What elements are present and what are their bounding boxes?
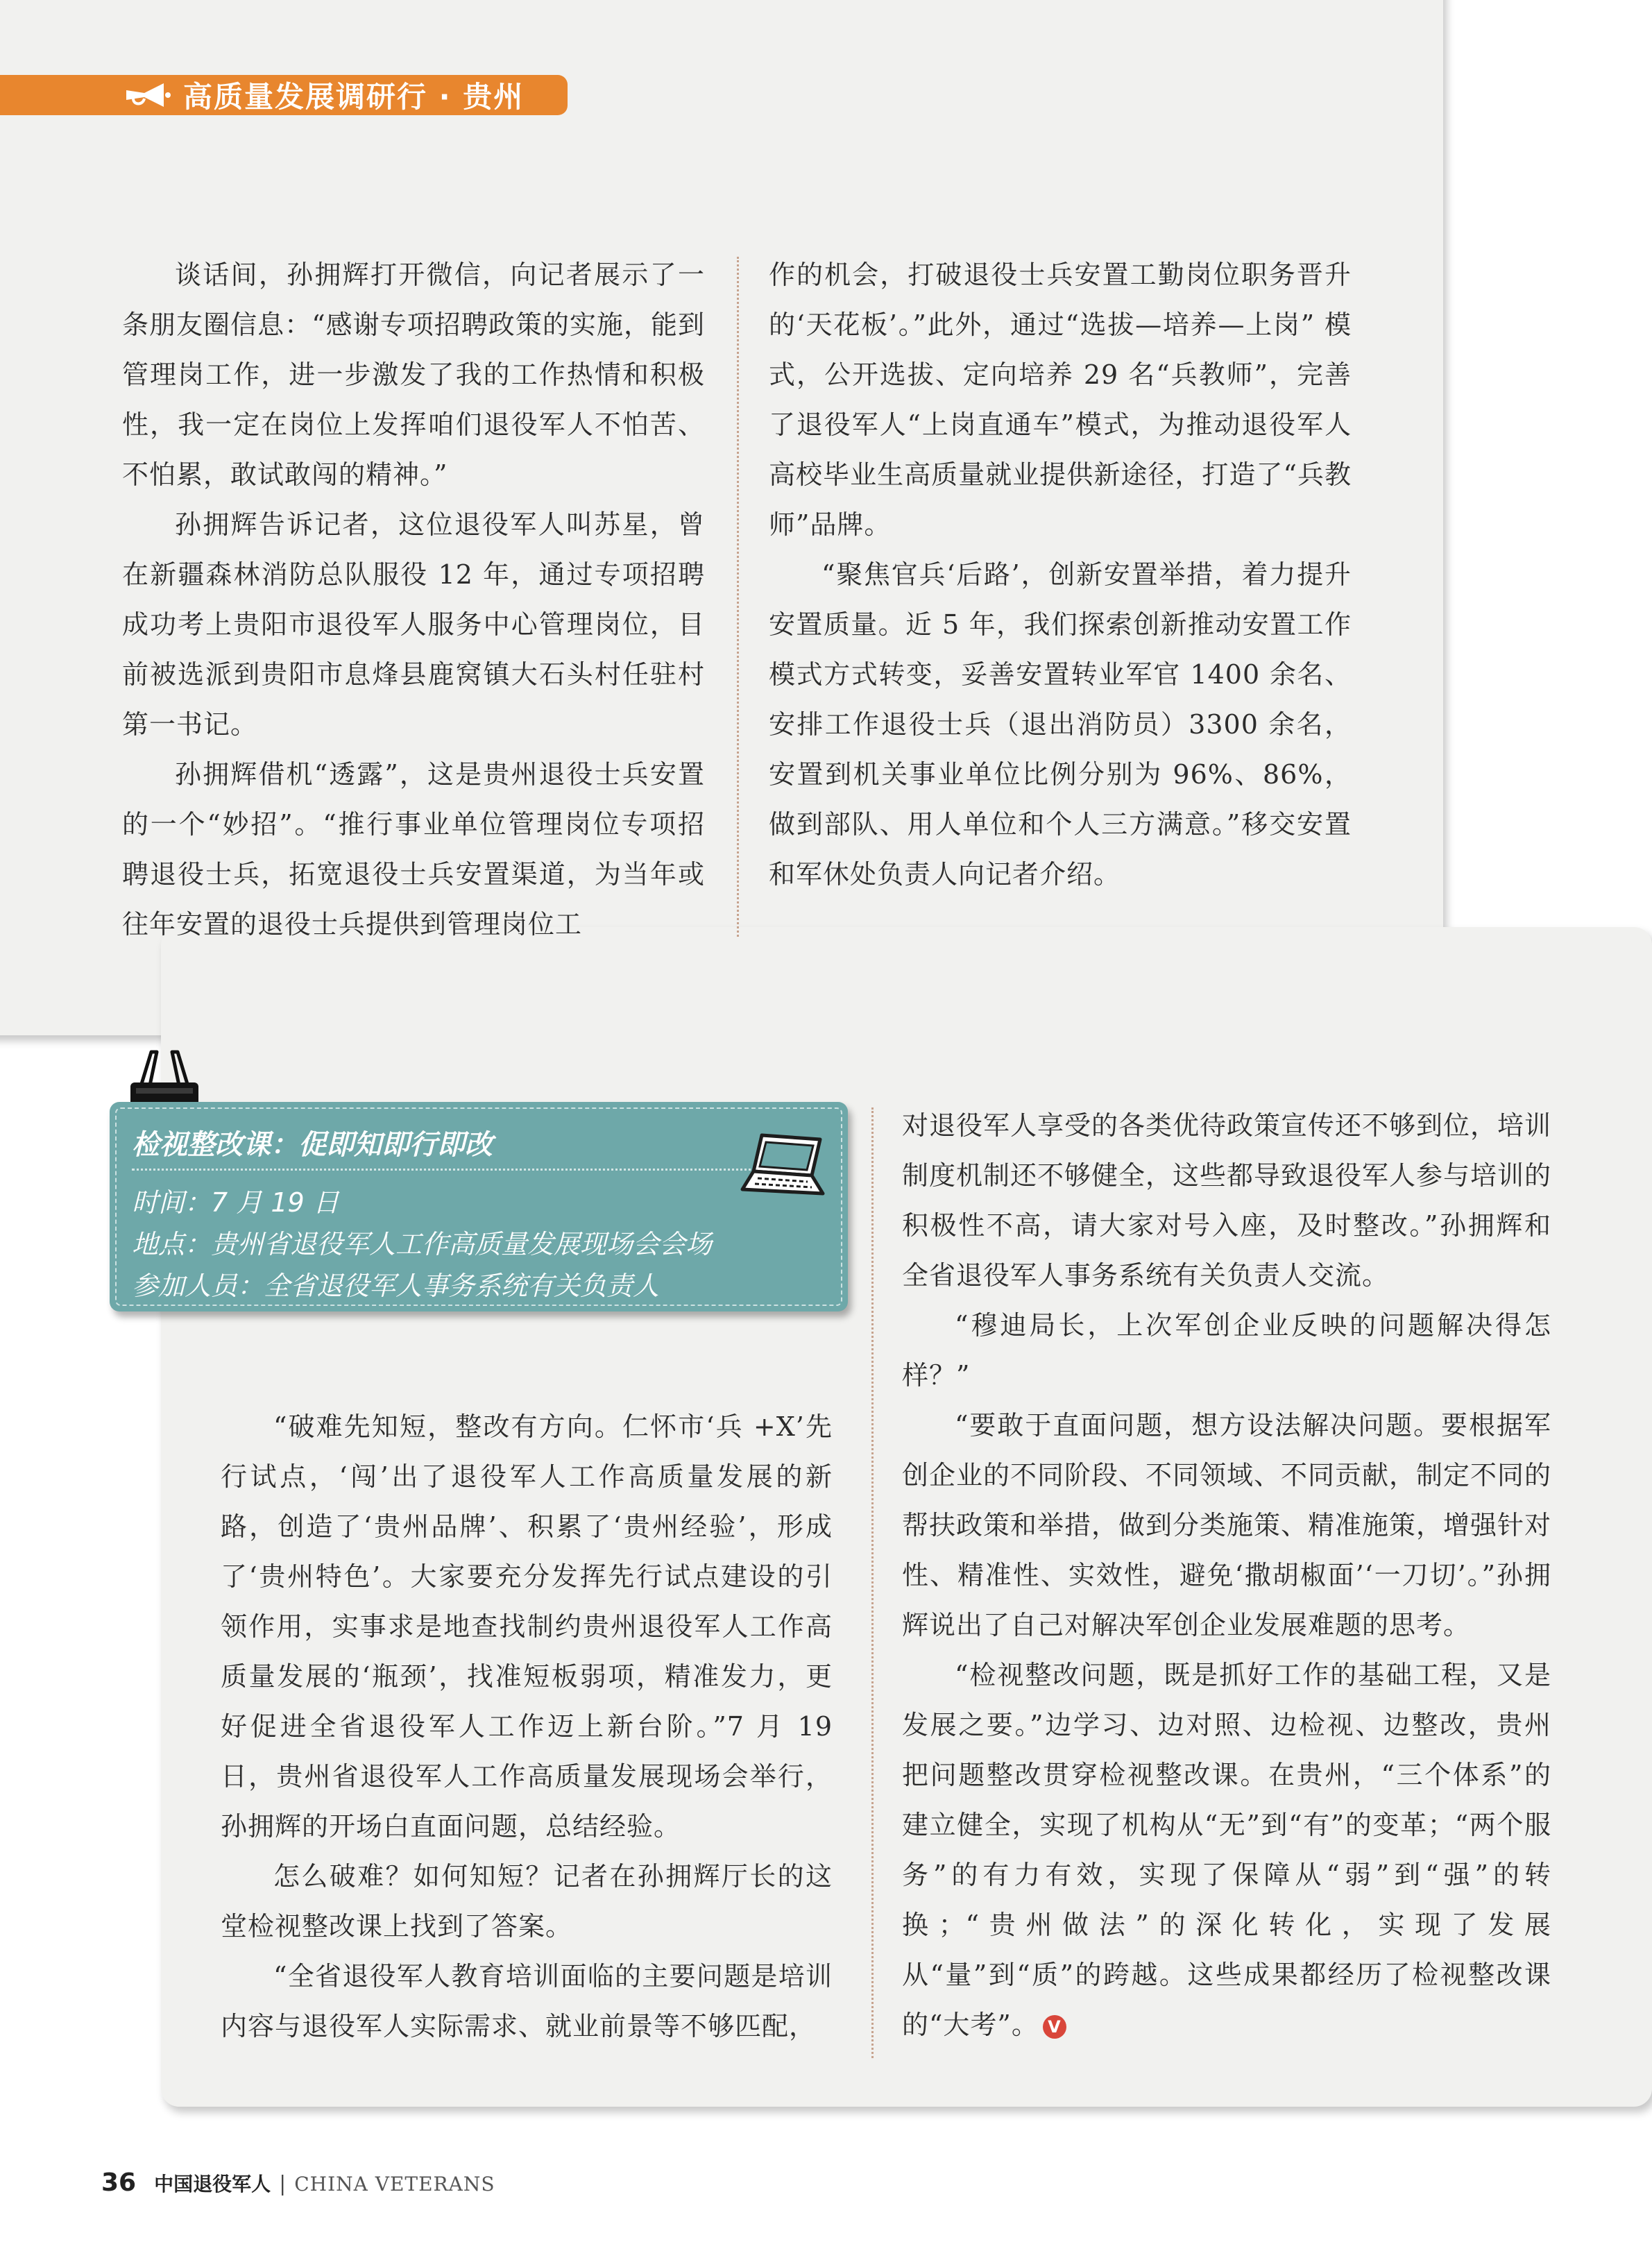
top-left-column: [122, 250, 705, 949]
page-footer: [101, 2168, 495, 2203]
footer-separator: |: [279, 2172, 287, 2196]
paragraph: “要敢于直面问题，想方设法解决问题。要根据军创企业的不同阶段、不同领域、不同贡献，制定不同的帮扶政策和举措，做到分类施策、精准施策，增强针对性、精准性、实效性，避免‘撒胡椒面’‘一刀切’。”孙拥辉说出了自己对解决军创企业发展难题的思考。: [902, 1410, 1552, 1640]
end-mark-icon: V: [1043, 2015, 1066, 2039]
paragraph: 孙拥辉告诉记者，这位退役军人叫苏星，曾在新疆森林消防总队服役 12 年，通过专项招聘成功考上贵阳市退役军人服务中心管理岗位，目前被选派到贵阳市息烽县鹿窝镇大石头村任驻村第一书记。: [122, 509, 705, 740]
paragraph: 怎么破难？如何知短？记者在孙拥辉厅长的这堂检视整改课上找到了答案。: [221, 1861, 833, 1942]
column-divider: [871, 1107, 874, 2058]
section-title: 高质量发展调研行 · 贵州: [183, 80, 525, 114]
magazine-name: 中国退役军人: [154, 2173, 271, 2196]
paragraph: 作的机会，打破退役士兵安置工勤岗位职务晋升的‘天花板’。”此外，通过“选拔—培养—上岗” 模式，公开选拔、定向培养 29 名“兵教师”，完善了退役军人“上岗直通车”模式，为推动退役军人高校毕业生高质量就业提供新途径，打造了“兵教师”品牌。: [769, 260, 1352, 540]
paragraph: 对退役军人享受的各类优待政策宣传还不够到位，培训制度机制还不够健全，这些都导致退役军人参与培训的积极性不高，请大家对号入座，及时整改。”孙拥辉和全省退役军人事务系统有关负责人交流。: [902, 1110, 1552, 1291]
paragraph: 孙拥辉借机“透露”，这是贵州退役士兵安置的一个“妙招”。“推行事业单位管理岗位专项招聘退役士兵，拓宽退役士兵安置渠道，为当年或往年安置的退役士兵提供到管理岗位工: [122, 759, 705, 940]
info-box: [110, 1102, 848, 1311]
info-box-title: 检视整改课：促即知即行即改: [132, 1129, 493, 1161]
info-time: 时间：7 月 19 日: [132, 1187, 339, 1218]
magazine-name-en: CHINA VETERANS: [294, 2173, 495, 2196]
info-location: 地点：贵州省退役军人工作高质量发展现场会会场: [132, 1229, 713, 1259]
bugle-icon: [124, 80, 172, 110]
top-right-column: [769, 250, 1352, 899]
page-number: 36: [101, 2168, 137, 2197]
paragraph: [902, 1650, 1551, 2050]
section-banner: [0, 75, 568, 115]
info-box-divider: [132, 1169, 777, 1171]
bottom-right-column: [902, 1101, 1551, 2050]
paragraph: “穆迪局长，上次军创企业反映的问题解决得怎样？”: [902, 1310, 1551, 1391]
paragraph: “破难先知短，整改有方向。仁怀市‘兵 +X’先行试点，‘闯’出了退役军人工作高质量发展的新路，创造了‘贵州品牌’、积累了‘贵州经验’，形成了‘贵州特色’。大家要充分发挥先行试点建设的引领作用，实事求是地查找制约贵州退役军人工作高质量发展的‘瓶颈’，找准短板弱项，精准发力，更好促进全省退役军人工作迈上新台阶。”7 月 19 日，贵州省退役军人工作高质量发展现场会举行，孙拥辉的开场白直面问题，总结经验。: [221, 1411, 833, 1842]
paragraph: “全省退役军人教育培训面临的主要问题是培训内容与退役军人实际需求、就业前景等不够匹配，: [221, 1961, 833, 2041]
paragraph: 谈话间，孙拥辉打开微信，向记者展示了一条朋友圈信息：“感谢专项招聘政策的实施，能到管理岗工作，进一步激发了我的工作热情和积极性，我一定在岗位上发挥咱们退役军人不怕苦、不怕累，敢试敢闯的精神。”: [122, 260, 705, 490]
laptop-icon: [738, 1130, 828, 1205]
bottom-left-column: [221, 1402, 833, 2051]
paragraph-text: “检视整改问题，既是抓好工作的基础工程，又是发展之要。”边学习、边对照、边检视、边整改，贵州把问题整改贯穿检视整改课。在贵州，“三个体系”的建立健全，实现了机构从“无”到“有”的变革；“两个服务”的有力有效，实现了保障从“弱”到“强”的转换；“贵州做法”的深化转化，实现了发展从“量”到“质”的跨越。这些成果都经历了检视整改课的“大考”。: [902, 1660, 1551, 2040]
info-participants: 参加人员：全省退役军人事务系统有关负责人: [132, 1271, 660, 1301]
paragraph: “聚焦官兵‘后路’，创新安置举措，着力提升安置质量。近 5 年，我们探索创新推动安置工作模式方式转变，妥善安置转业军官 1400 余名、安排工作退役士兵（退出消防员）3300 余名，安置到机关事业单位比例分别为 96%、86%，做到部队、用人单位和个人三方满意。”移交安置和军休处负责人向记者介绍。: [769, 559, 1352, 890]
column-divider: [737, 257, 739, 937]
